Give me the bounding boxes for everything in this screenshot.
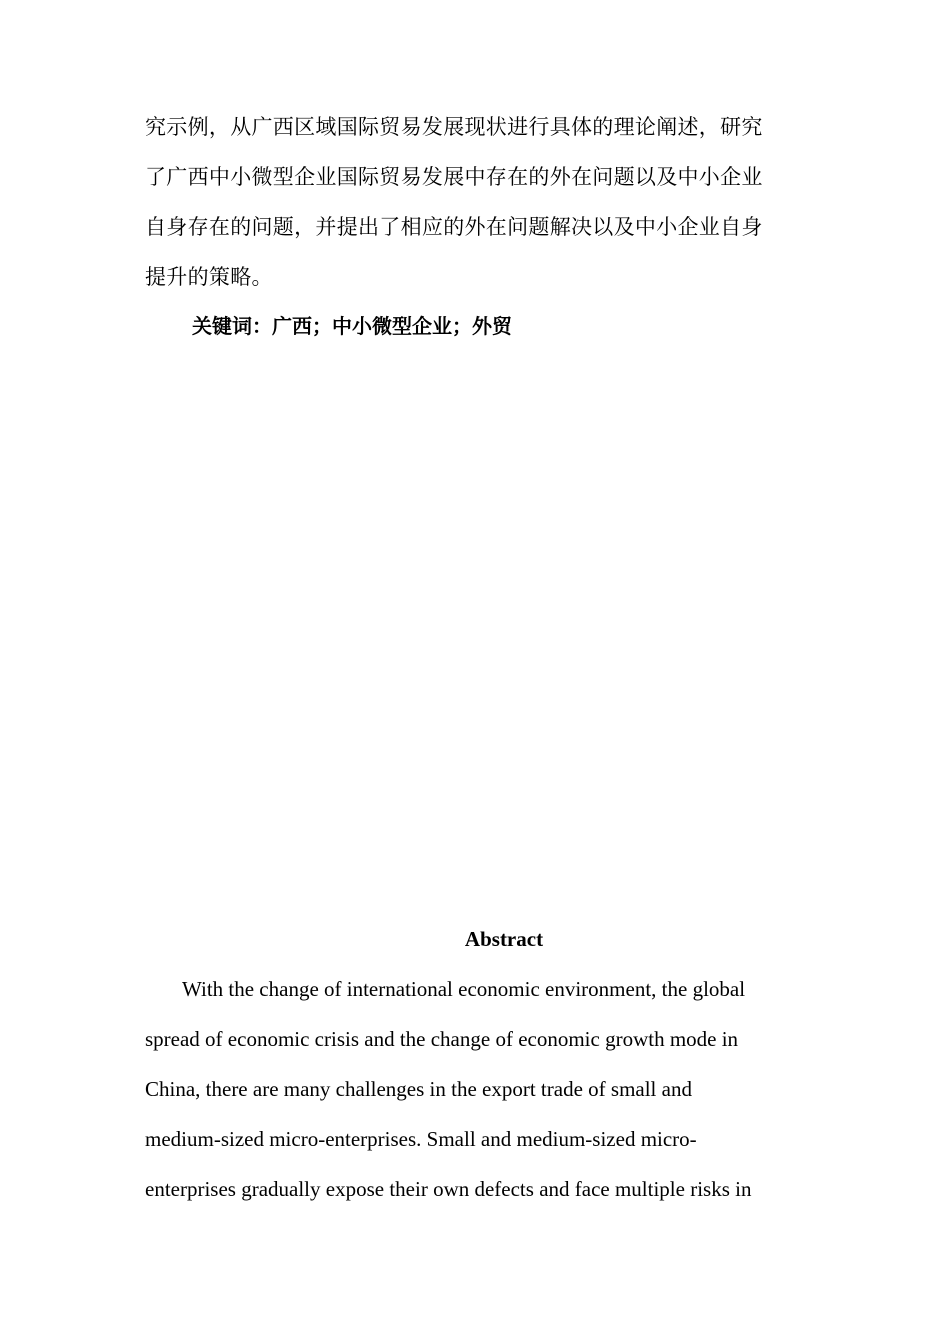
keywords-line: 关键词：广西；中小微型企业；外贸: [192, 314, 512, 338]
english-abstract-line-5: enterprises gradually expose their own defects and face multiple risks in: [145, 1177, 752, 1201]
english-abstract-line-4: medium-sized micro-enterprises. Small and medium-sized micro-: [145, 1127, 697, 1151]
chinese-abstract-line-4: 提升的策略。: [145, 265, 273, 289]
english-abstract-line-2: spread of economic crisis and the change of economic growth mode in: [145, 1027, 739, 1051]
abstract-heading: Abstract: [464, 927, 544, 951]
english-abstract-line-1: With the change of international economic environment, the global: [182, 977, 746, 1001]
chinese-abstract-line-2: 了广西中小微型企业国际贸易发展中存在的外在问题以及中小企业: [145, 165, 763, 189]
english-abstract-line-3: China, there are many challenges in the export trade of small and: [145, 1077, 692, 1101]
chinese-abstract-line-3: 自身存在的问题，并提出了相应的外在问题解决以及中小企业自身: [145, 215, 763, 239]
chinese-abstract-line-1: 究示例，从广西区域国际贸易发展现状进行具体的理论阐述，研究: [145, 115, 763, 139]
